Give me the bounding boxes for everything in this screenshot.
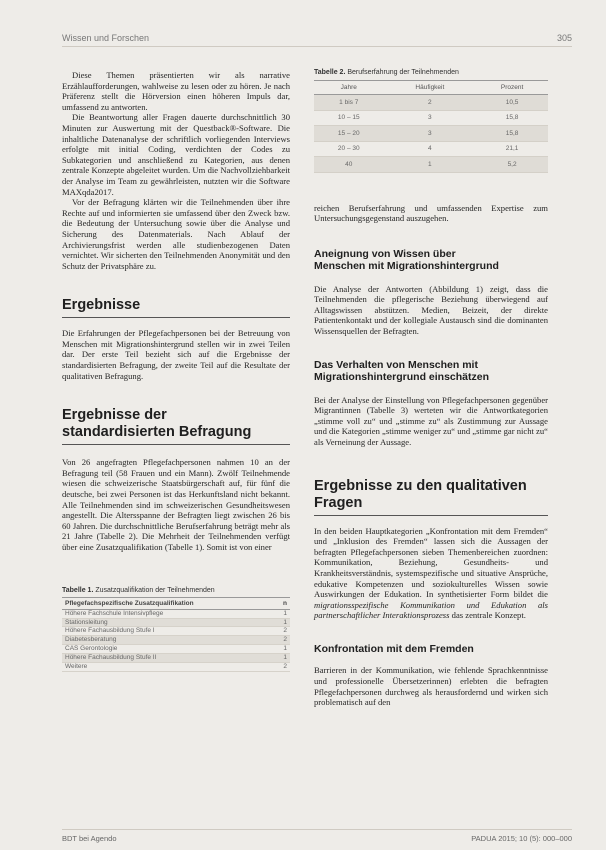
page-number: 305: [556, 33, 572, 43]
paragraph: Die Erfahrungen der Pflegefachpersonen bei der Betreuung von Menschen mit Migrationshintergrund stellen wir in zwei Teilen dar. Der erste Teil bezieht sich auf die Ergebnisse der standardisierten Befragung, der zweite Teil auf die Resultate der qualitativen Befragung.: [62, 328, 290, 381]
table-row: Stationsleitung 1: [62, 618, 290, 627]
heading-konfrontation: Konfrontation mit dem Fremden: [314, 642, 474, 655]
table2-header-jahre: Jahre: [314, 81, 384, 95]
paragraph: Die Beantwortung aller Fragen dauerte durchschnittlich 30 Minuten zur Auswertung mit der Questback®-Software. Die inhaltliche Datenanalyse der schriftlich vorliegenden Interviews erfolgte mit initial Coding, verdichten der Codes zu Subkategorien und anschließend zu Kategorien, aus denen zentrale Konzepte abgeleitet wurden. Um die Nachvollziehbarkeit der Analyse im Team zu gewährleisten, nutzten wir die Software MAXqda2017.: [62, 112, 290, 197]
paragraph: In den beiden Hauptkategorien „Konfrontation mit dem Fremden“ und „Inklusion des Fremden“ lassen sich die Aussagen der befragten Pflegefachpersonen sieben Themenbereichen zuordnen: Kommunikation, Beziehung, Gesundheits- und Krankheitsverständnis, systemspezifische und situative Ansprüche, edukative Kompetenzen und soziokulturelles Wissen sowie Auswirkungen der Edukation. In synthetisierter Form bildet die migrationsspezifische Kommunikation und Edukation als partnerschaftlicher Interaktionsprozess das zentrale Konzept.: [314, 525, 548, 621]
running-header-section: Wissen und Forschen: [62, 33, 150, 43]
table-row: Höhere Fachausbildung Stufe II 1: [62, 654, 290, 663]
table1-header-n: n: [274, 598, 290, 610]
footer-rule: [62, 829, 572, 830]
header-rule: [62, 46, 572, 47]
table-row: 10 – 15 3 15,8: [314, 110, 548, 126]
table2: [314, 81, 548, 173]
table1-header-name: Pflegefachspezifische Zusatzqualifikation: [62, 598, 274, 610]
paragraph: reichen Berufserfahrung und umfassenden Expertise zum Untersuchungsgegenstand auszugehen.: [314, 202, 548, 224]
paragraph: Von 26 angefragten Pflegefachpersonen nahmen 10 an der Befragung teil (58 Frauen und ein Mann). Zwölf Teilnehmende wiesen die schweizerische Staatsbürgerschaft auf, für fünf die deutsche, bei zwei Personen ist das Herkunftsland nicht bekannt. Alle Teilnehmenden sind im schweizerischen Gesundheitswesen angestellt. Die Altersspanne der Befragten liegt zwischen 26 bis 60 Jahren. Die durchschnittliche Berufserfahrung beträgt mehr als 21 Jahre (Tabelle 2). Die Mehrheit der Teilnehmenden verfügt über eine Zusatzqualifikation (Tabelle 1). Somit ist von einer: [62, 457, 290, 552]
table2-header-haeufigkeit: Häufigkeit: [384, 81, 477, 95]
table-row: 20 – 30 4 21,1: [314, 141, 548, 157]
heading-standardisierte-befragung: Ergebnisse der standardisierten Befragung: [62, 407, 290, 445]
paragraph: Vor der Befragung klärten wir die Teilnehmenden über ihre Rechte auf und informierten sie umfassend über den Zweck bzw. die Bedeutung der Untersuchung sowie über die Analyse und Sicherung des Datenmaterials. Nach Ablauf der Archivierungsfrist werden alle studienbezogenen Daten vernichtet. Wir sicherten den Teilnehmenden Anonymität und den Schutz der Privatsphäre zu.: [62, 197, 290, 271]
right-column: [314, 60, 548, 708]
table-row: 40 1 5,2: [314, 157, 548, 173]
paragraph: Bei der Analyse der Einstellung von Pflegefachpersonen gegenüber Migrantinnen (Tabelle 3) werteten wir die Antwortkategorien „stimme voll zu“ und „stimme zu“ als Zustimmung zur Aussage und die Kategorien „stimme weniger zu“ und „stimme gar nicht zu“ als Verneinung der Aussage.: [314, 394, 548, 448]
footer-right: PADUA 2015; 10 (5): 000–000: [471, 834, 572, 843]
paragraph: Diese Themen präsentierten wir als narrative Erzählaufforderungen, wahlweise zu lesen oder zu hören. Je nach Präferenz stellt die Hörversion einen höheren Impuls dar, umfassend zu antworten.: [62, 70, 290, 112]
footer-left: BDT bei Agendo: [62, 834, 117, 843]
table-row: Weitere 2: [62, 663, 290, 672]
heading-verhalten: Das Verhalten von Menschen mit Migrationshintergrund einschätzen: [314, 358, 490, 384]
table-row: CAS Gerontologie 1: [62, 645, 290, 654]
table-row: 1 bis 7 2 10,5: [314, 95, 548, 111]
table-row: Höhere Fachausbildung Stufe I 2: [62, 627, 290, 636]
heading-ergebnisse: Ergebnisse: [62, 297, 290, 318]
left-column: [62, 60, 290, 672]
heading-aneignung: Aneignung von Wissen über Menschen mit Migrationshintergrund: [314, 247, 499, 273]
paragraph: Barrieren in der Kommunikation, wie fehlende Sprachkenntnisse und professionelle Übersetzerinnen) erlebten die befragten Pflegefachpersonen durchweg als herausfordernd und wirken sich problematisch auf den: [314, 665, 548, 708]
table-row: Höhere Fachschule Intensivpflege 1: [62, 609, 290, 618]
heading-qualitative-fragen: Ergebnisse zu den qualitativen Fragen: [314, 478, 548, 516]
table1-caption: Tabelle 1. Zusatzqualifikation der Teilnehmenden: [62, 586, 215, 594]
paragraph: Die Analyse der Antworten (Abbildung 1) zeigt, dass die Teilnehmenden die pflegerische Beziehung überwiegend auf Alltagswissen abstützen. Medien, Beizeit, der direkte Patientenkontakt und der kollegiale Austausch sind die dominanten Wissensquellen der Befragten.: [314, 283, 548, 337]
table-row: 15 – 20 3 15,8: [314, 126, 548, 142]
table2-caption: Tabelle 2. Berufserfahrung der Teilnehmenden: [314, 69, 459, 76]
table2-header-prozent: Prozent: [476, 81, 548, 95]
table1: [62, 598, 290, 672]
table-row: Diabetesberatung 2: [62, 636, 290, 645]
